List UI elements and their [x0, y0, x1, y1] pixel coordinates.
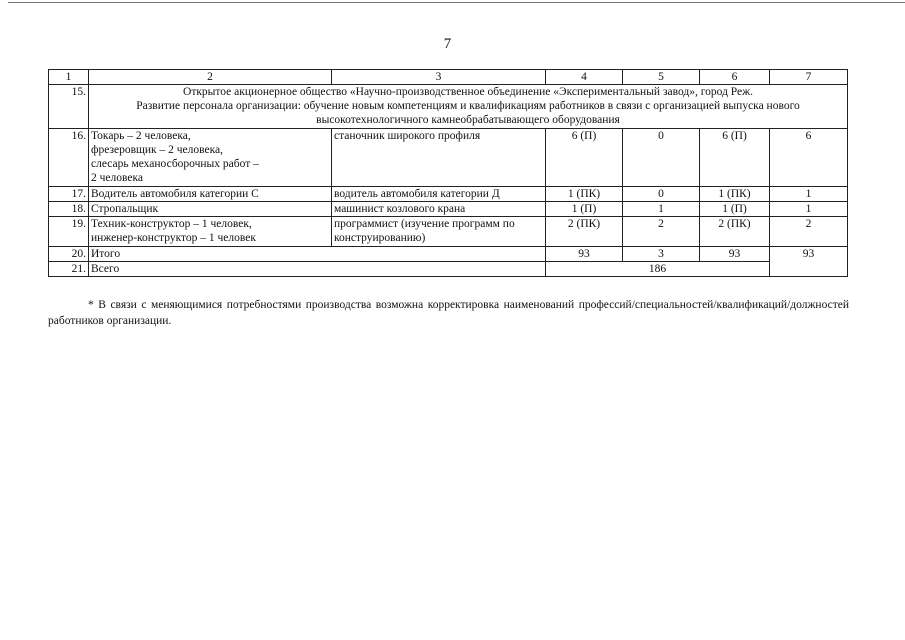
organization-purpose: Развитие персонала организации: обучение новым компетенциям и квалификациям работников в связи с организацией выпуска нового высокотехнологичного камнеобрабатывающего оборудования: [136, 100, 800, 126]
value-cell: 2 (ПК): [700, 217, 770, 247]
value-cell: 1 (ПК): [546, 187, 623, 202]
total-value: 93: [546, 247, 623, 262]
value-cell: 1 (ПК): [700, 187, 770, 202]
header-cell: 1: [49, 70, 89, 85]
profession-line: инженер-конструктор – 1 человек: [91, 232, 256, 244]
profession-line: Токарь – 2 человека,: [91, 130, 191, 142]
row-number: 15.: [49, 85, 89, 129]
table-row: [49, 217, 848, 247]
total-row: [49, 247, 848, 262]
profession-line: слесарь механосборочных работ –: [91, 158, 259, 170]
new-profession-cell: машинист козлового крана: [332, 202, 546, 217]
header-cell: 5: [623, 70, 700, 85]
current-profession-cell: [89, 217, 332, 247]
total-label: Итого: [89, 247, 546, 262]
new-profession-cell: программист (изучение программ по конструированию): [332, 217, 546, 247]
organization-cell: [89, 85, 848, 129]
value-cell: 2: [770, 217, 848, 247]
row-number: 21.: [49, 262, 89, 277]
header-cell: 6: [700, 70, 770, 85]
value-cell: 1: [770, 202, 848, 217]
table-row: [49, 129, 848, 187]
grand-total-row: [49, 262, 848, 277]
table-row: [49, 187, 848, 202]
row-number: 17.: [49, 187, 89, 202]
current-profession-cell: Стропальщик: [89, 202, 332, 217]
table-row: [49, 202, 848, 217]
footnote: * В связи с меняющимися потребностями производства возможна корректировка наименований профессий/специальностей/квалификаций/должностей работников организации.: [48, 299, 849, 327]
grand-total-label: Всего: [89, 262, 546, 277]
profession-line: Техник-конструктор – 1 человек,: [91, 218, 252, 230]
value-cell: 6: [770, 129, 848, 187]
value-cell: 6 (П): [700, 129, 770, 187]
current-profession-cell: [89, 129, 332, 187]
header-row: [49, 70, 848, 85]
row-number: 16.: [49, 129, 89, 187]
row-number: 19.: [49, 217, 89, 247]
new-profession-cell: водитель автомобиля категории Д: [332, 187, 546, 202]
header-cell: 3: [332, 70, 546, 85]
organization-name: Открытое акционерное общество «Научно-производственное объединение «Экспериментальный завод», город Реж.: [183, 86, 753, 98]
top-rule: [8, 2, 905, 3]
row-number: 18.: [49, 202, 89, 217]
current-profession-cell: Водитель автомобиля категории С: [89, 187, 332, 202]
total-value: 3: [623, 247, 700, 262]
profession-line: 2 человека: [91, 172, 143, 184]
page-number: 7: [443, 36, 452, 52]
new-profession-cell: станочник широкого профиля: [332, 129, 546, 187]
value-cell: 1: [770, 187, 848, 202]
header-cell: 4: [546, 70, 623, 85]
header-cell: 2: [89, 70, 332, 85]
row-number: 20.: [49, 247, 89, 262]
total-value-merged: 93: [770, 247, 848, 277]
value-cell: 2: [623, 217, 700, 247]
table-row-org: [49, 85, 848, 129]
value-cell: 0: [623, 129, 700, 187]
profession-line: фрезеровщик – 2 человека,: [91, 144, 223, 156]
value-cell: 1 (П): [546, 202, 623, 217]
value-cell: 1 (П): [700, 202, 770, 217]
value-cell: 0: [623, 187, 700, 202]
value-cell: 2 (ПК): [546, 217, 623, 247]
header-cell: 7: [770, 70, 848, 85]
grand-total-value: 186: [546, 262, 770, 277]
training-table: [48, 69, 848, 277]
value-cell: 1: [623, 202, 700, 217]
total-value: 93: [700, 247, 770, 262]
value-cell: 6 (П): [546, 129, 623, 187]
